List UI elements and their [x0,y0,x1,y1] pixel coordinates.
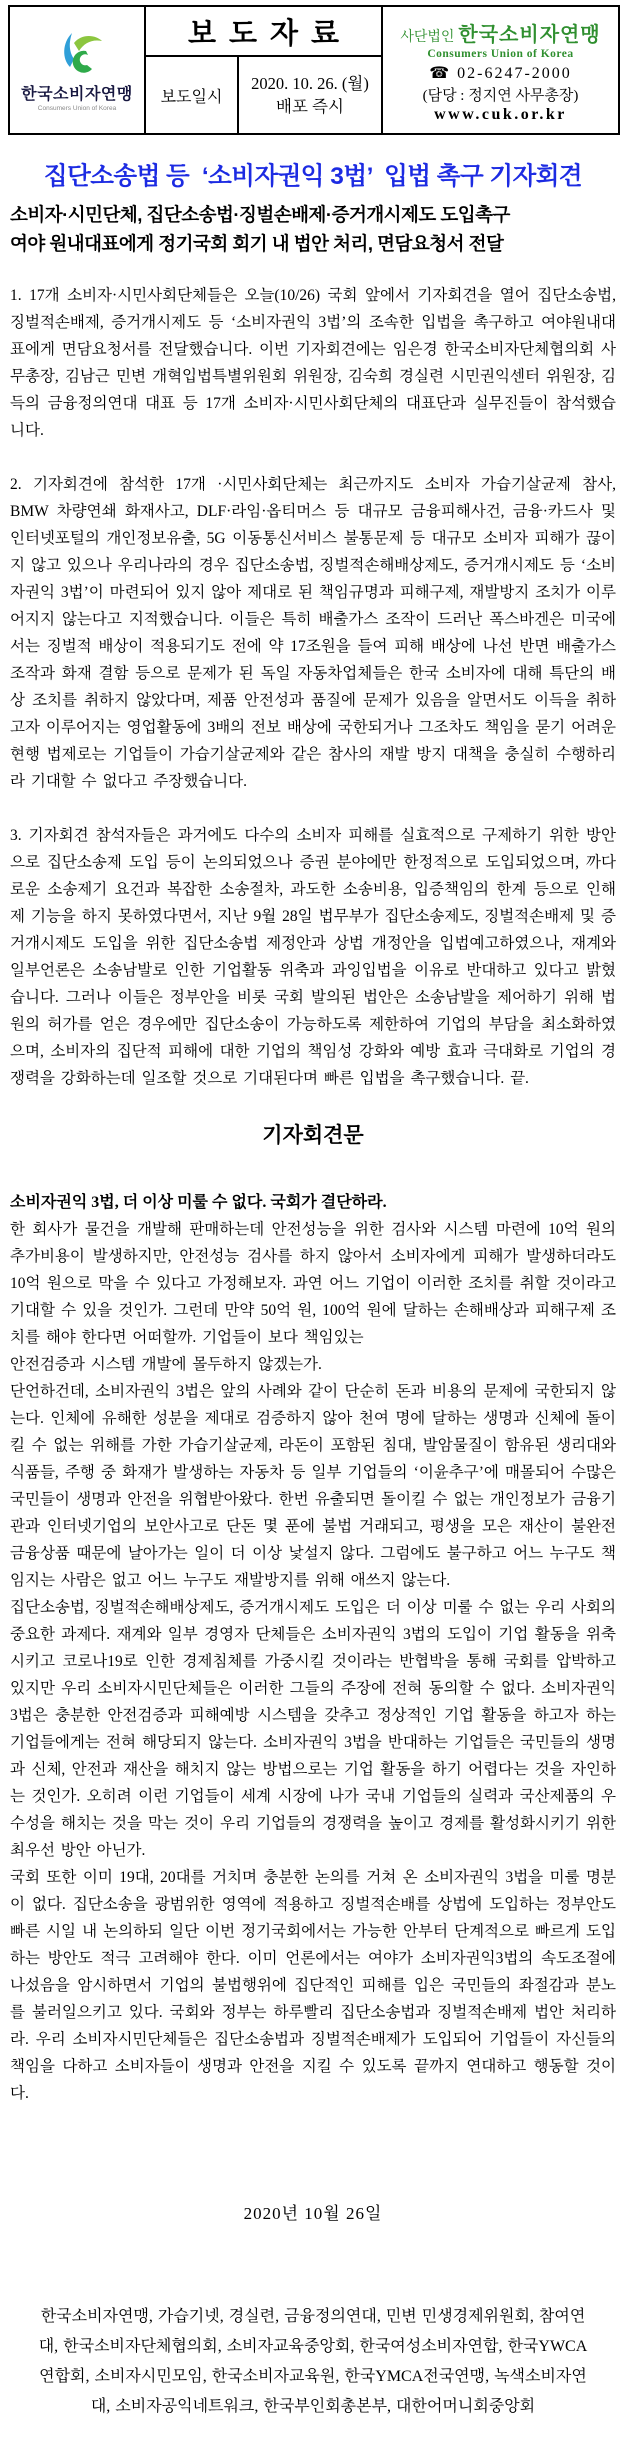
release-date-value [238,56,382,134]
release-date-label: 보도일시 [145,56,238,134]
body-paragraph-2: 2. 기자회견에 참석한 17개 ·시민사회단체는 최근까지도 소비자 가습기살균제 참사, BMW 차량연쇄 화재사고, DLF·라임·옵티머스 등 대규모 금융피해사건, 금융·카드사 및 인터넷포털의 개인정보유출, 5G 이동통신서비스 불통문제 등 대규모 소비자 피해가 끊이지 않고 있으나 우리나라의 경우 집단소송법, 징벌적손해배상제도, 증거개시제도 등 ‘소비자권익 3법’이 마련되어 있지 않아 제대로 된 책임규명과 피해구제, 재발방지 조치가 이루어지지 않는다고 지적했습니다. 이들은 특히 배출가스 조작이 드러난 폭스바겐은 미국에서는 징벌적 배상이 적용되기도 전에 약 17조원을 들여 피해 배상에 나선 반면 배출가스 조작과 화재 결함 등으로 문제가 된 독일 자동차업체들은 한국 소비자에 대해 특단의 배상 조치를 취하지 않았다며, 제품 안전성과 품질에 문제가 있음을 알면서도 이득을 취하고자 이루어지는 영업활동에 3배의 전보 배상에 국한되거나 그조차도 책임을 묻기 어려운 현행 법제로는 기업들이 가습기살균제와 같은 참사의 재발 방지 대책을 충실히 수행하리라 기대할 수 없다고 주장했습니다. [10,476,616,790]
statement-paragraph-2: 단언하건데, 소비자권익 3법은 앞의 사례와 같이 단순히 돈과 비용의 문제에 국한되지 않는다. 인체에 유해한 성분을 제대로 검증하지 않아 천여 명에 달하는 생명과 신체에 돌이킬 수 없는 위해를 가한 가습기살균제, 라돈이 포함된 침대, 발암물질이 함유된 생리대와 식품들, 주행 중 화재가 발생하는 자동차 등 일부 기업들의 ‘이윤추구’에 매몰되어 수많은 국민들이 생명과 안전을 위협받아왔다. 한번 유출되면 돌이킬 수 없는 개인정보가 금융기관과 인터넷기업의 보안사고로 단돈 몇 푼에 불법 거래되고, 평생을 모은 재산이 불완전 금융상품 때문에 날아가는 일이 더 이상 낯설지 않다. 그럼에도 불구하고 어느 누구도 책임지는 사람은 없고 어느 누구도 재발방지를 위해 애쓰지 않는다. [10,1383,616,1589]
statement-heading: 기자회견문 [262,1124,364,1147]
release-date: 2020. 10. 26. (월) [251,74,369,93]
statement-paragraph-1b: 안전검증과 시스템 개발에 몰두하지 않겠는가. [10,1356,322,1373]
org-prefix: 사단법인 [400,30,455,45]
signatory-organizations: 한국소비자연맹, 가습기넷, 경실련, 금융정의연대, 민변 민생경제위원회, 참여연대, 한국소비자단체협의회, 소비자교육중앙회, 한국여성소비자연합, 한국YWCA연합회, 소비자시민모임, 한국소비자교육원, 한국YMCA전국연맹, 녹색소비자연대, 소비자공익네트워크, 한국부인회총본부, 대한어머니회중앙회 [38,2308,588,2415]
statement-body [8,1189,618,2107]
org-contact: (담당 : 정지연 사무총장) [422,88,579,104]
logo-cell [9,6,145,134]
body-paragraph-3: 3. 기자회견 참석자들은 과거에도 다수의 소비자 피해를 실효적으로 구제하기 위한 방안으로 집단소송제 도입 등이 논의되었으나 증권 분야에만 한정적으로 도입되었으며, 까다로운 소송제기 요건과 복잡한 소송절차, 과도한 소송비용, 입증책임의 한계 등으로 인해 제 기능을 하지 못하였다면서, 지난 9월 28일 법무부가 집단소송제도, 징벌적손배제 및 증거개시제도 도입을 위한 집단소송법 제정안과 상법 개정안을 입법예고하였으나, 재계와 일부언론은 소송남발로 인한 기업활동 위축과 과잉입법을 이유로 반대하고 있다고 밝혔습니다. 그러나 이들은 정부안을 비롯 국회 발의된 법안은 소송남발을 제어하기 위해 법원의 허가를 얻은 경우에만 집단소송이 가능하도록 제한하여 기업의 부담을 최소화하였으며, 소비자의 집단적 피해에 대한 기업의 책임성 강화와 예방 효과 극대화로 기업의 경쟁력을 강화하는데 일조할 것으로 기대된다며 빠른 입법을 촉구했습니다. 끝. [10,827,616,1087]
org-info-cell [382,6,619,134]
consumers-union-logo-icon [48,29,106,79]
org-name-en: Consumers Union of Korea [427,48,574,60]
statement-paragraph-3: 집단소송법, 징벌적손해배상제도, 증거개시제도 도입은 더 이상 미룰 수 없는 우리 사회의 중요한 과제다. 재계와 일부 경영자 단체들은 소비자권익 3법의 도입이 기업 활동을 위축시키고 코로나19로 인한 경제침체를 가중시킬 것이라는 반협박을 통해 국회를 압박하고 있지만 우리 소비자시민단체들은 이러한 그들의 주장에 전혀 동의할 수 없다. 소비자권익3법은 충분한 안전검증과 피해예방 시스템을 갖추고 정상적인 기업 활동을 하고자 하는 기업들에게는 전혀 해당되지 않는다. 소비자권익 3법을 반대하는 기업들은 국민들의 생명과 신체, 안전과 재산을 해치지 않는 방법으로는 기업 활동을 하기 어렵다는 것을 자인하는 것인가. 오히려 이런 기업들이 세계 시장에 나가 국내 기업들의 실력과 국산제품의 우수성을 해치는 것을 막는 것이 우리 기업들의 경쟁력을 높이고 경제를 활성화시키기 위한 최우선 방안 아닌가. [10,1599,616,1859]
doc-type-title: 보도자료 [145,6,382,56]
logo-org-name: 한국소비자연맹 [21,85,133,103]
logo-org-name-en: Consumers Union of Korea [37,104,117,112]
org-name-line [383,18,618,47]
body-text [8,282,618,1092]
press-subtitle [8,200,618,258]
body-paragraph-1: 1. 17개 소비자·시민사회단체들은 오늘(10/26) 국회 앞에서 기자회견을 열어 집단소송법, 징벌적손배제, 증거개시제도 등 ‘소비자권익 3법’의 조속한 입법을 촉구하고 여야원내대표에게 면담요청서를 전달했습니다. 이번 기자회견에는 임은경 한국소비자단체협의회 사무총장, 김남근 민변 개혁입법특별위원회 위원장, 김숙희 경실련 시민권익센터 위원장, 김득의 금융정의연대 대표 등 17개 소비자·시민사회단체의 대표단과 실무진들이 참석했습니다. [10,287,616,439]
statement-paragraph-1: 한 회사가 물건을 개발해 판매하는데 안전성능을 위한 검사와 시스템 마련에 10억 원의 추가비용이 발생하지만, 안전성능 검사를 하지 않아서 소비자에게 피해가 발생하더라도 10억 원으로 막을 수 있다고 가정해보자. 과연 어느 기업이 이러한 조치를 취할 것이라고 기대할 수 있을 것인가. 그런데 만약 50억 원, 100억 원에 달하는 손해배상과 피해구제 조치를 해야 한다면 어떠할까. 기업들이 보다 책임있는 [10,1221,616,1346]
press-title: 집단소송법 등 ‘소비자권익 3법’ 입법 촉구 기자회견 [43,163,583,190]
org-logo [10,29,144,112]
document-date: 2020년 10월 26일 [243,2204,383,2223]
subtitle-line-1: 소비자·시민단체, 집단소송법·징벌손배제·증거개시제도 도입촉구 [10,204,510,225]
org-phone: ☎ 02-6247-2000 [429,65,572,82]
header-table [8,5,620,135]
subtitle-line-2: 여야 원내대표에게 정기국회 회기 내 법안 처리, 면담요청서 전달 [10,233,504,254]
release-note: 배포 즉시 [276,97,344,116]
org-website: www.cuk.or.kr [434,106,567,123]
statement-paragraph-4: 국회 또한 이미 19대, 20대를 거치며 충분한 논의를 거쳐 온 소비자권익 3법을 미룰 명분이 없다. 집단소송을 광범위한 영역에 적용하고 징벌적손배를 상법에 도입하는 정부안도 빠른 시일 내 논의하되 일단 이번 정기국회에서는 가능한 안부터 단계적으로 빠르게 도입하는 방안도 적극 고려해야 한다. 이미 언론에서는 여야가 소비자권익3법의 속도조절에 나섰음을 암시하면서 기업의 불법행위에 집단적인 피해를 입은 국민들의 좌절감과 분노를 불러일으키고 있다. 국회와 정부는 하루빨리 집단소송법과 징벌적손배제 법안 처리하라. 우리 소비자시민단체들은 집단소송법과 징벌적손배제가 도입되어 기업들이 자신들의 책임을 다하고 소비자들이 생명과 안전을 지킬 수 있도록 끝까지 연대하고 행동할 것이다. [10,1869,616,2102]
statement-title: 소비자권익 3법, 더 이상 미룰 수 없다. 국회가 결단하라. [10,1194,387,1211]
org-name: 한국소비자연맹 [458,24,601,46]
